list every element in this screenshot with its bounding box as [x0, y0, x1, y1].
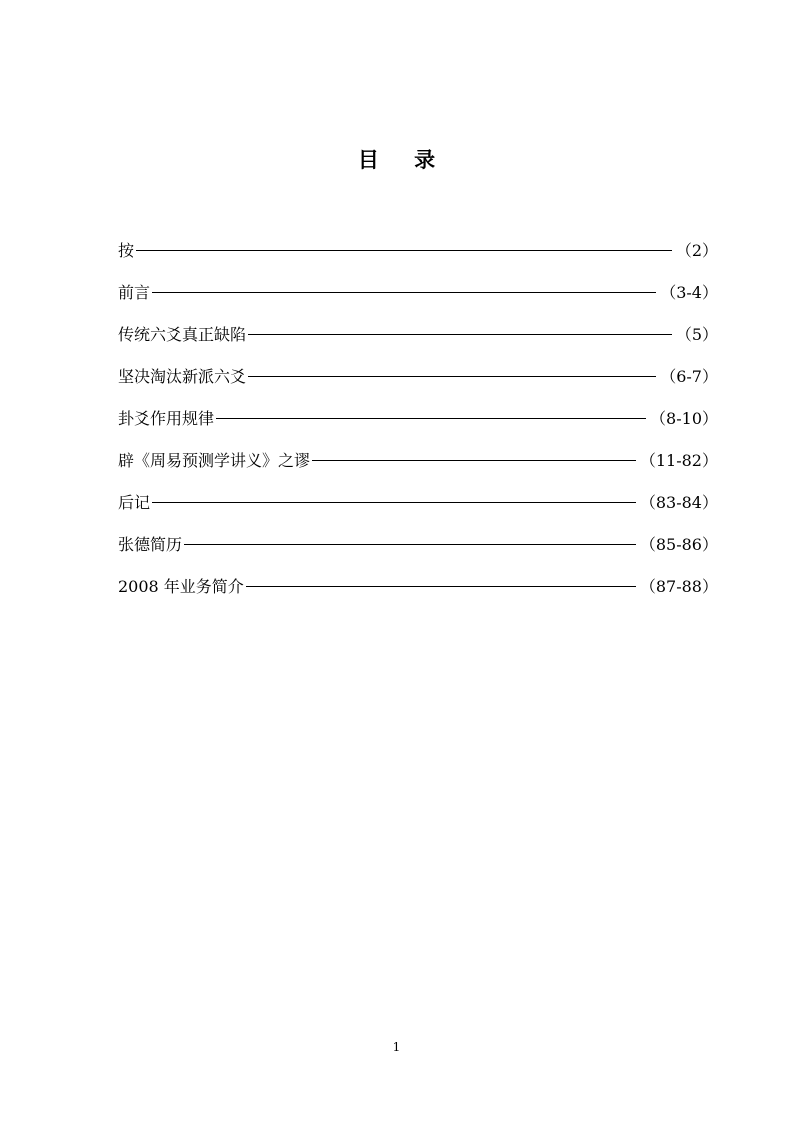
dot-leader: [246, 586, 636, 587]
toc-entry-title: 前言: [118, 282, 151, 302]
dot-leader: [136, 250, 672, 251]
dot-leader: [216, 418, 646, 419]
toc-entry-pages: （5）: [675, 324, 718, 344]
toc-entry-pages: （87-88）: [639, 576, 718, 596]
toc-list: [118, 228, 718, 606]
toc-entry-foreword[interactable]: [118, 270, 718, 312]
dot-leader: [184, 544, 636, 545]
dot-leader: [152, 292, 656, 293]
toc-entry-business-2008[interactable]: [118, 564, 718, 606]
toc-entry-title: 张德简历: [118, 534, 183, 554]
dot-leader: [312, 460, 636, 461]
toc-entry-pages: （8-10）: [650, 408, 718, 428]
toc-entry-pages: （6-7）: [660, 366, 718, 386]
toc-entry-title: 按: [118, 240, 135, 260]
toc-entry-pages: （2）: [675, 240, 718, 260]
toc-entry-rules[interactable]: [118, 396, 718, 438]
page-number: 1: [392, 1040, 401, 1054]
toc-entry-eliminate-new-school[interactable]: [118, 354, 718, 396]
toc-entry-refutation[interactable]: [118, 438, 718, 480]
toc-heading: 目 录: [357, 147, 450, 172]
toc-entry-title: 2008 年业务简介: [118, 576, 244, 596]
toc-entry-preface-note[interactable]: [118, 228, 718, 270]
toc-entry-pages: （85-86）: [639, 534, 718, 554]
toc-entry-pages: （3-4）: [660, 282, 718, 302]
toc-entry-afterword[interactable]: [118, 480, 718, 522]
toc-entry-title: 传统六爻真正缺陷: [118, 324, 247, 344]
toc-entry-pages: （11-82）: [639, 450, 718, 470]
dot-leader: [152, 502, 636, 503]
dot-leader: [248, 334, 672, 335]
toc-entry-title: 坚决淘汰新派六爻: [118, 366, 247, 386]
toc-entry-resume[interactable]: [118, 522, 718, 564]
toc-entry-title: 辟《周易预测学讲义》之谬: [118, 450, 311, 470]
toc-entry-title: 卦爻作用规律: [118, 408, 215, 428]
dot-leader: [248, 376, 656, 377]
toc-entry-pages: （83-84）: [639, 492, 718, 512]
toc-entry-title: 后记: [118, 492, 151, 512]
toc-entry-traditional-defects[interactable]: [118, 312, 718, 354]
